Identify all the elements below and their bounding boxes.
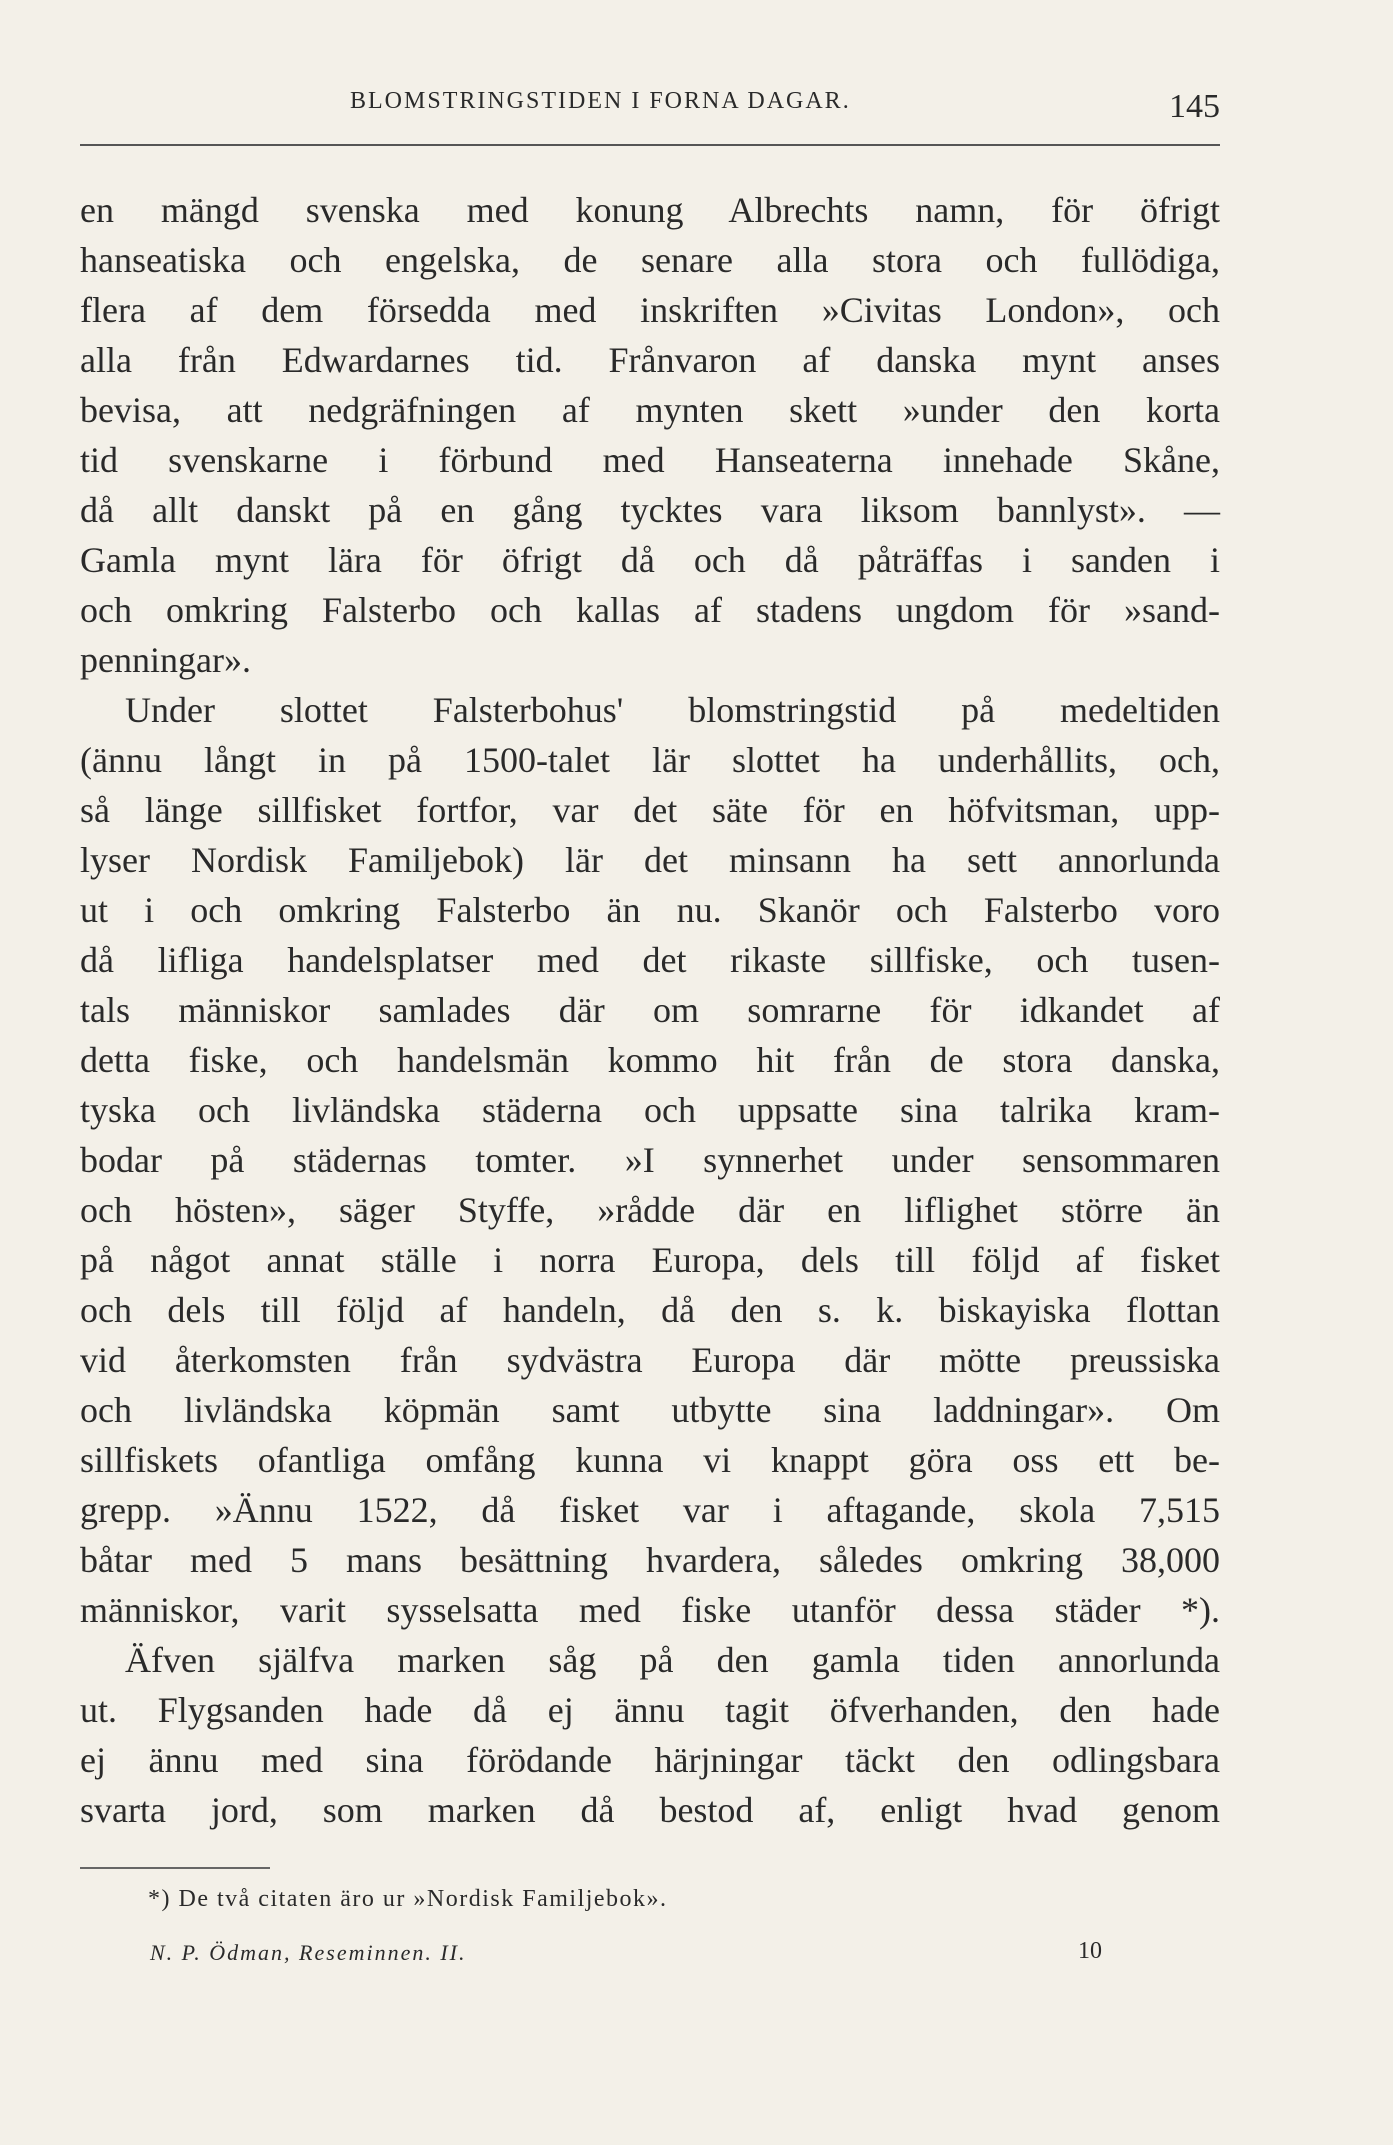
text-line: alla från Edwardarnes tid. Frånvaron af danska mynt anses [80, 340, 1220, 380]
text-line: sillfiskets ofantliga omfång kunna vi knappt göra oss ett be- [80, 1440, 1220, 1480]
body-text [80, 185, 1220, 1835]
text-line: Äfven själfva marken såg på den gamla tiden annorlunda [125, 1640, 1220, 1680]
text-line: detta fiske, och handelsmän kommo hit från de stora danska, [80, 1040, 1220, 1080]
header-rule [80, 144, 1220, 146]
text-line: människor, varit sysselsatta med fiske utanför dessa städer *). [80, 1590, 1220, 1630]
footnote-rule [80, 1867, 270, 1869]
text-line: ut i och omkring Falsterbo än nu. Skanör och Falsterbo voro [80, 890, 1220, 930]
text-line: tid svenskarne i förbund med Hanseaterna innehade Skåne, [80, 440, 1220, 480]
text-line: Under slottet Falsterbohus' blomstringstid på medeltiden [125, 690, 1220, 730]
text-line: tals människor samlades där om somrarne för idkandet af [80, 990, 1220, 1030]
text-line: och hösten», säger Styffe, »rådde där en liflighet större än [80, 1190, 1220, 1230]
text-line: bodar på städernas tomter. »I synnerhet under sensommaren [80, 1140, 1220, 1180]
text-line: då lifliga handelsplatser med det rikaste sillfiske, och tusen- [80, 940, 1220, 980]
running-head [80, 80, 1220, 140]
text-line: då allt danskt på en gång tycktes vara liksom bannlyst». — [80, 490, 1220, 530]
text-line: så länge sillfisket fortfor, var det säte för en höfvitsman, upp- [80, 790, 1220, 830]
text-line: vid återkomsten från sydvästra Europa där mötte preussiska [80, 1340, 1220, 1380]
text-line: och omkring Falsterbo och kallas af stadens ungdom för »sand- [80, 590, 1220, 630]
text-line: ej ännu med sina förödande härjningar täckt den odlingsbara [80, 1740, 1220, 1780]
text-line: lyser Nordisk Familjebok) lär det minsann ha sett annorlunda [80, 840, 1220, 880]
text-line: flera af dem försedda med inskriften »Civitas London», och [80, 290, 1220, 330]
signature-number: 10 [1078, 1938, 1102, 1964]
signature-line: N. P. Ödman, Reseminnen. II. [150, 1940, 467, 1965]
text-line: Gamla mynt lära för öfrigt då och då påträffas i sanden i [80, 540, 1220, 580]
text-line: grepp. »Ännu 1522, då fisket var i aftagande, skola 7,515 [80, 1490, 1220, 1530]
text-line: tyska och livländska städerna och uppsatte sina talrika kram- [80, 1090, 1220, 1130]
text-line: och livländska köpmän samt utbytte sina laddningar». Om [80, 1390, 1220, 1430]
text-line: en mängd svenska med konung Albrechts namn, för öfrigt [80, 190, 1220, 230]
text-line: (ännu långt in på 1500-talet lär slottet ha underhållits, och, [80, 740, 1220, 780]
text-line: penningar». [80, 640, 251, 680]
text-line: ut. Flygsanden hade då ej ännu tagit öfverhanden, den hade [80, 1690, 1220, 1730]
running-title: BLOMSTRINGSTIDEN I FORNA DAGAR. [350, 88, 851, 114]
footnote: *) De två citaten äro ur »Nordisk Familjebok». [148, 1886, 668, 1912]
text-line: båtar med 5 mans besättning hvardera, således omkring 38,000 [80, 1540, 1220, 1580]
text-line: bevisa, att nedgräfningen af mynten skett »under den korta [80, 390, 1220, 430]
page-number: 145 [1169, 88, 1220, 125]
text-line: på något annat ställe i norra Europa, dels till följd af fisket [80, 1240, 1220, 1280]
text-line: svarta jord, som marken då bestod af, enligt hvad genom [80, 1790, 1220, 1830]
text-line: hanseatiska och engelska, de senare alla stora och fullödiga, [80, 240, 1220, 280]
text-line: och dels till följd af handeln, då den s. k. biskayiska flottan [80, 1290, 1220, 1330]
